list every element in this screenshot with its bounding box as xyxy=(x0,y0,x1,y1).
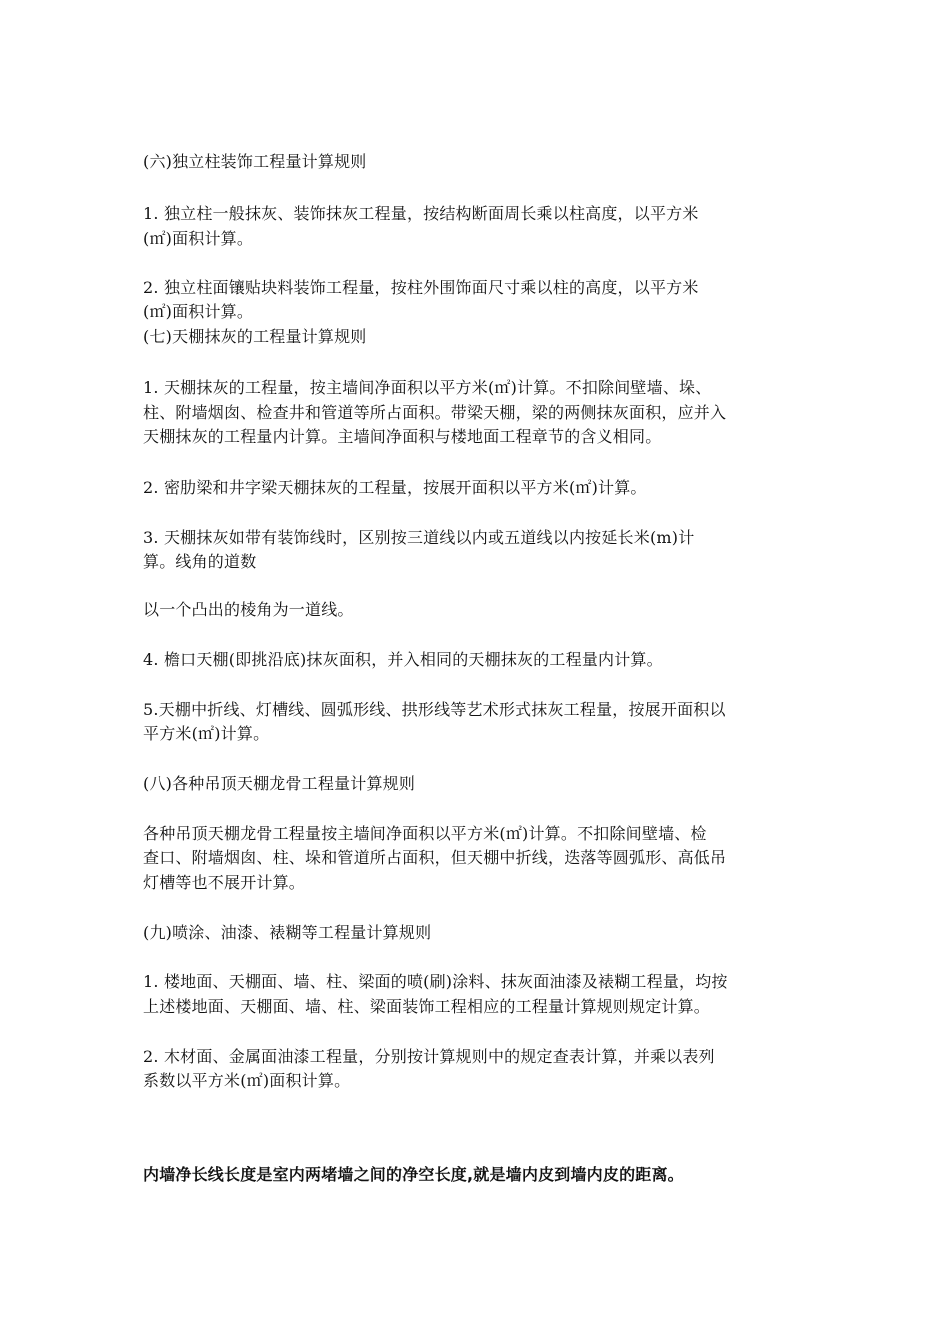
section-6-para-2-line-2: (㎡)面积计算。 xyxy=(143,302,254,321)
section-6-para-2-line-1: 2. 独立柱面镶贴块料装饰工程量，按柱外围饰面尺寸乘以柱的高度，以平方米 xyxy=(143,278,699,297)
section-7-heading: (七)天棚抹灰的工程量计算规则 xyxy=(143,327,367,346)
section-7-para-3-line-2: 算。线角的道数 xyxy=(143,552,257,571)
section-8-heading: (八)各种吊顶天棚龙骨工程量计算规则 xyxy=(143,774,416,793)
section-7-para-5-line-1: 5.天棚中折线、灯槽线、圆弧形线、拱形线等艺术形式抹灰工程量，按展开面积以 xyxy=(143,700,726,719)
section-6-para-1-line-2: (㎡)面积计算。 xyxy=(143,229,254,248)
section-8-para-1-line-2: 查口、附墙烟囱、柱、垛和管道所占面积，但天棚中折线，迭落等圆弧形、高低吊 xyxy=(143,848,727,867)
section-9-heading: (九)喷涂、油漆、裱糊等工程量计算规则 xyxy=(143,923,432,942)
section-8-para-1-line-1: 各种吊顶天棚龙骨工程量按主墙间净面积以平方米(㎡)计算。不扣除间壁墙、检 xyxy=(143,824,707,843)
section-6-para-1-line-1: 1. 独立柱一般抹灰、装饰抹灰工程量，按结构断面周长乘以柱高度，以平方米 xyxy=(143,204,699,223)
section-7-para-3-line-3: 以一个凸出的棱角为一道线。 xyxy=(143,600,354,619)
section-9-para-2-line-1: 2. 木材面、金属面油漆工程量，分别按计算规则中的规定查表计算，并乘以表列 xyxy=(143,1047,715,1066)
section-7-para-1-line-2: 柱、附墙烟囱、检查井和管道等所占面积。带梁天棚，梁的两侧抹灰面积，应并入 xyxy=(143,403,727,422)
section-7-para-5-line-2: 平方米(㎡)计算。 xyxy=(143,724,270,743)
section-8-para-1-line-3: 灯槽等也不展开计算。 xyxy=(143,873,306,892)
section-7-para-1-line-3: 天棚抹灰的工程量内计算。主墙间净面积与楼地面工程章节的含义相同。 xyxy=(143,427,662,446)
section-7-para-3-line-1: 3. 天棚抹灰如带有装饰线时，区别按三道线以内或五道线以内按延长米(m)计 xyxy=(143,528,695,547)
closing-note: 内墙净长线长度是室内两堵墙之间的净空长度,就是墙内皮到墙内皮的距离。 xyxy=(143,1165,684,1184)
section-6-heading: (六)独立柱装饰工程量计算规则 xyxy=(143,152,367,171)
section-7-para-1-line-1: 1. 天棚抹灰的工程量，按主墙间净面积以平方米(㎡)计算。不扣除间壁墙、垛、 xyxy=(143,378,712,397)
section-9-para-1-line-2: 上述楼地面、天棚面、墙、柱、梁面装饰工程相应的工程量计算规则规定计算。 xyxy=(143,997,711,1016)
section-7-para-2: 2. 密肋梁和井字梁天棚抹灰的工程量，按展开面积以平方米(㎡)计算。 xyxy=(143,478,647,497)
section-9-para-1-line-1: 1. 楼地面、天棚面、墙、柱、梁面的喷(刷)涂料、抹灰面油漆及裱糊工程量，均按 xyxy=(143,972,728,991)
section-9-para-2-line-2: 系数以平方米(㎡)面积计算。 xyxy=(143,1071,351,1090)
section-7-para-4: 4. 檐口天棚(即挑沿底)抹灰面积，并入相同的天棚抹灰的工程量内计算。 xyxy=(143,650,663,669)
